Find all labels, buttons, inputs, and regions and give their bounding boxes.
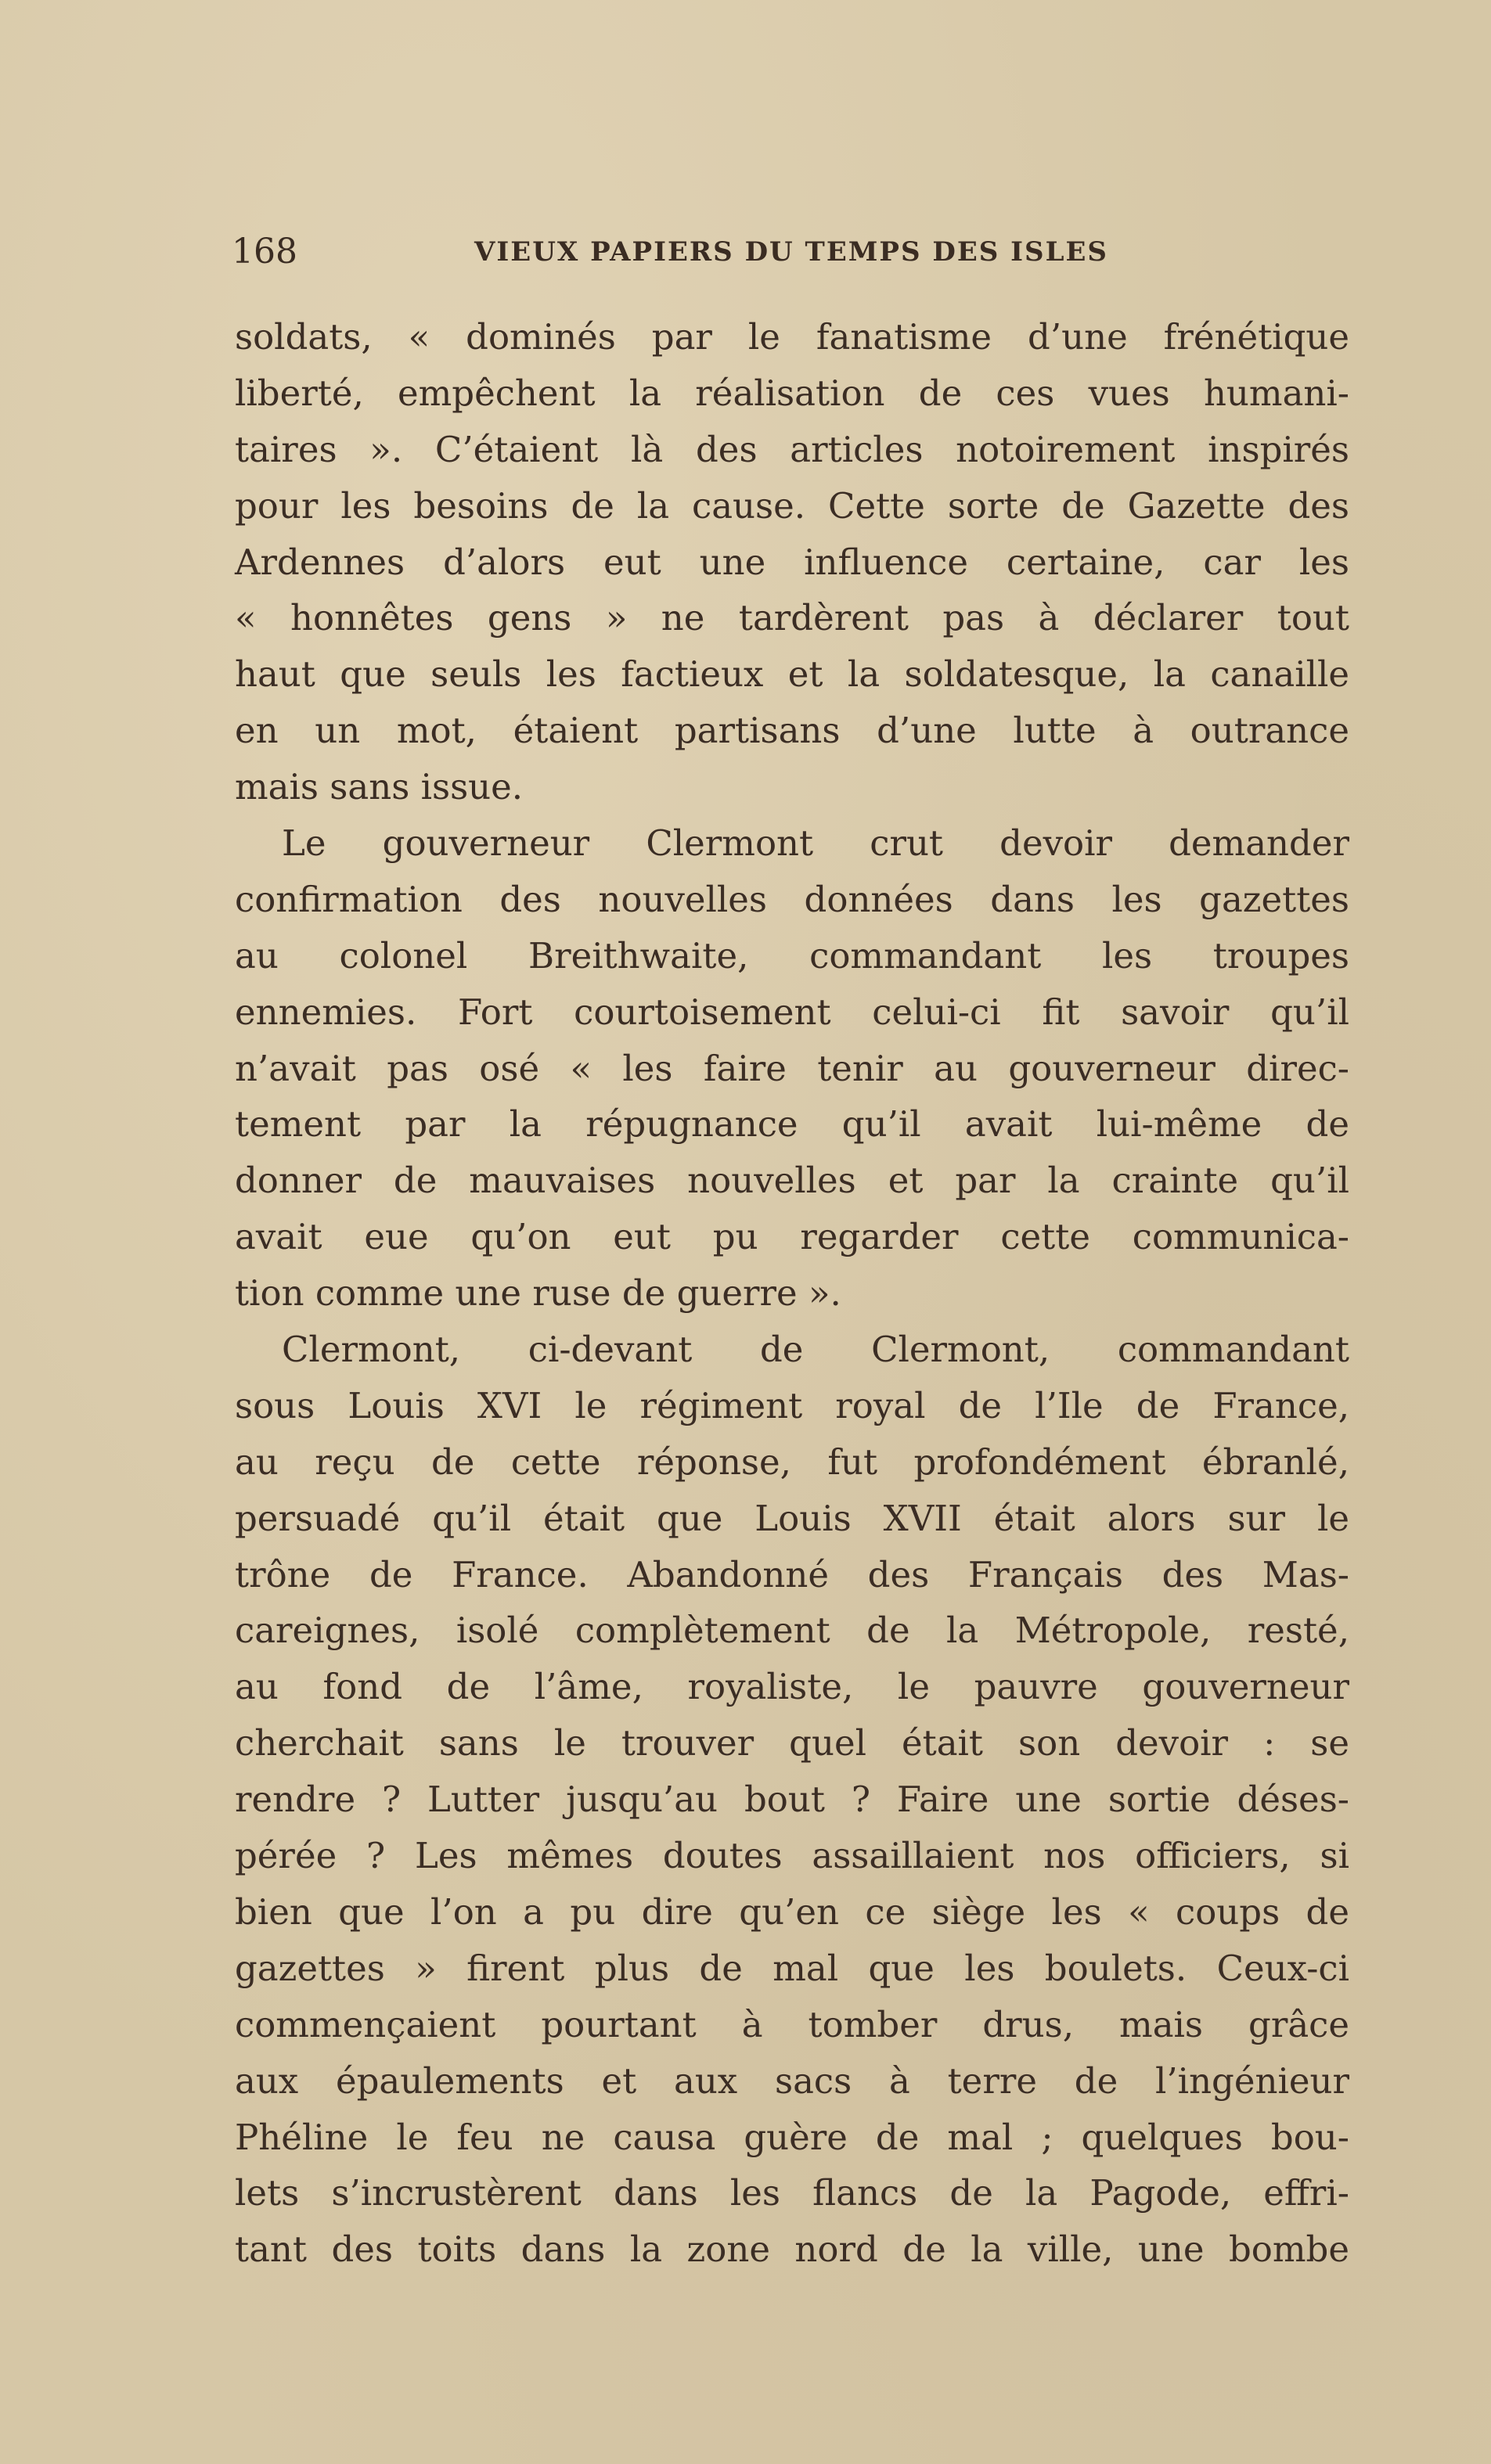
text-line: « honnêtes gens » ne tardèrent pas à déclarer tout [235,597,1349,639]
text-line: donner de mauvaises nouvelles et par la crainte qu’il [235,1160,1349,1202]
text-line: Ardennes d’alors eut une influence certaine, car les [235,541,1349,583]
text-line: rendre ? Lutter jusqu’au bout ? Faire une sortie déses- [235,1779,1349,1821]
text-line: careignes, isolé complètement de la Métropole, resté, [235,1610,1349,1652]
text-line: tion comme une ruse de guerre ». [235,1272,841,1315]
text-line: sous Louis XVI le régiment royal de l’Ile de France, [235,1384,1349,1426]
text-line: aux épaulements et aux sacs à terre de l’ingénieur [235,2059,1349,2102]
text-line: cherchait sans le trouver quel était son devoir : se [235,1722,1349,1764]
body-text [235,309,1349,2278]
text-line: pour les besoins de la cause. Cette sorte de Gazette des [235,484,1349,527]
text-line: trône de France. Abandonné des Français des Mas- [235,1553,1349,1595]
text-line: liberté, empêchent la réalisation de ces vues humani- [235,372,1349,414]
page-header [232,232,1351,279]
text-line: Phéline le feu ne causa guère de mal ; quelques bou- [235,2116,1349,2158]
text-line: au colonel Breithwaite, commandant les troupes [235,934,1349,977]
text-line: tement par la répugnance qu’il avait lui-même de [235,1103,1349,1146]
text-line: gazettes » firent plus de mal que les boulets. Ceux-ci [235,1947,1349,1989]
page-number: 168 [232,232,297,272]
text-line: tant des toits dans la zone nord de la ville, une bombe [235,2228,1349,2271]
text-line: commençaient pourtant à tomber drus, mais grâce [235,2003,1349,2045]
text-line: au fond de l’âme, royaliste, le pauvre gouverneur [235,1666,1349,1708]
text-line: pérée ? Les mêmes doutes assaillaient nos officiers, si [235,1835,1349,1877]
text-line: lets s’incrustèrent dans les flancs de la Pagode, effri- [235,2172,1349,2214]
text-line: Clermont, ci-devant de Clermont, commandant [282,1329,1349,1371]
text-line: bien que l’on a pu dire qu’en ce siège les « coups de [235,1890,1349,1933]
text-line: soldats, « dominés par le fanatisme d’une frénétique [235,316,1349,358]
text-line: au reçu de cette réponse, fut profondément ébranlé, [235,1441,1349,1483]
text-line: persuadé qu’il était que Louis XVII était alors sur le [235,1497,1349,1539]
text-line: n’avait pas osé « les faire tenir au gouverneur direc- [235,1047,1349,1089]
text-line: ennemies. Fort courtoisement celui-ci fit savoir qu’il [235,991,1349,1033]
text-line: en un mot, étaient partisans d’une lutte à outrance [235,710,1349,752]
running-title: VIEUX PAPIERS DU TEMPS DES ISLES [474,236,1108,268]
text-line: Le gouverneur Clermont crut devoir demander [282,822,1349,865]
text-line: mais sans issue. [235,766,524,808]
text-line: taires ». C’étaient là des articles notoirement inspirés [235,428,1349,470]
text-line: haut que seuls les factieux et la soldatesque, la canaille [235,653,1349,696]
text-line: confirmation des nouvelles données dans les gazettes [235,878,1349,920]
text-line: avait eue qu’on eut pu regarder cette communica- [235,1216,1349,1258]
